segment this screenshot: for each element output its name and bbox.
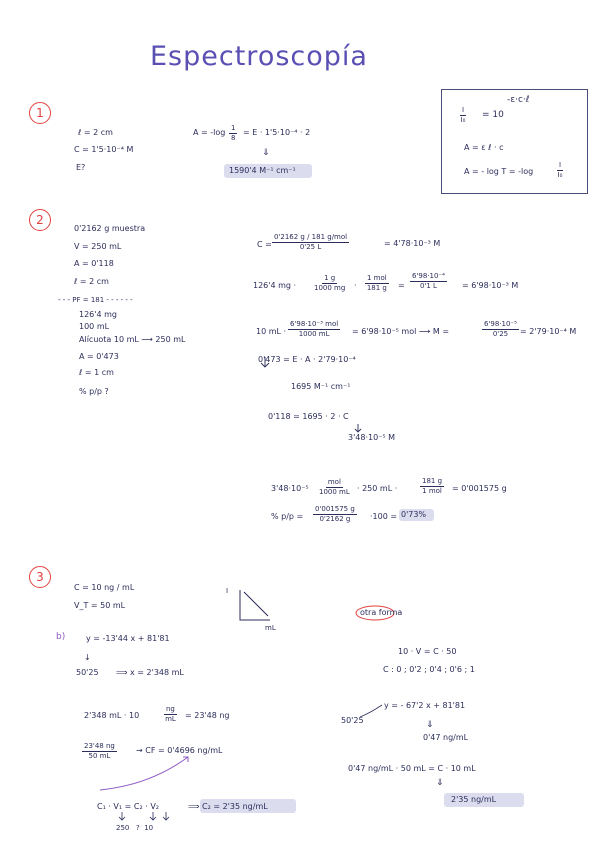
unknown-e: E? bbox=[76, 163, 86, 172]
numerator: 1 mol bbox=[367, 274, 387, 282]
numerator: 1 g bbox=[324, 274, 336, 282]
eq1-fraction bbox=[272, 233, 349, 252]
numerator: 6'98·10⁻³ mol bbox=[290, 320, 339, 328]
alt-signal: 50'25 bbox=[341, 716, 364, 725]
dilution-values: 250 ? 10 bbox=[116, 824, 154, 832]
numerator: I bbox=[559, 161, 562, 169]
eq2-fraction-2 bbox=[365, 274, 389, 293]
denominator: 0'25 bbox=[492, 330, 509, 338]
eq3-fraction bbox=[288, 320, 340, 339]
eq6-fraction-2 bbox=[420, 477, 444, 496]
denominator: 50 mL bbox=[88, 752, 111, 760]
numerator: 0'001575 g bbox=[315, 505, 355, 513]
eq-fraction bbox=[229, 124, 237, 143]
formula-exponent: -ε·c·ℓ bbox=[507, 95, 530, 105]
section-number-1: 1 bbox=[29, 102, 51, 124]
eq1-post: = 4'78·10⁻³ M bbox=[384, 239, 441, 248]
equals: = bbox=[398, 281, 405, 290]
eq3-mid: = 6'98·10⁻⁵ mol ⟶ M = bbox=[352, 327, 450, 336]
denominator: I₀ bbox=[557, 171, 563, 179]
conc-mg: 126'4 mg bbox=[79, 310, 117, 319]
eq1-pre: C = bbox=[257, 240, 272, 249]
cf-fraction bbox=[82, 742, 117, 761]
numerator: 23'48 ng bbox=[84, 742, 115, 750]
denominator: 181 g bbox=[366, 284, 387, 292]
eq6-pre: 3'48·10⁻⁵ bbox=[271, 484, 309, 493]
path-length: ℓ = 2 cm bbox=[78, 128, 113, 137]
part-b-label: b) bbox=[56, 632, 66, 642]
numerator: 0'2162 g / 181 g/mol bbox=[274, 233, 348, 241]
alt-regression: y = - 67'2 x + 81'81 bbox=[384, 701, 466, 710]
numerator: ng bbox=[166, 705, 175, 713]
arrow-down-icon bbox=[355, 424, 361, 432]
denominator: 0'25 L bbox=[299, 243, 322, 251]
eq3-post: = 2'79·10⁻⁴ M bbox=[520, 327, 577, 336]
arrow-down-icons bbox=[119, 812, 169, 820]
denominator: 1000 mL bbox=[298, 330, 330, 338]
regression-eq: y = -13'44 x + 81'81 bbox=[86, 634, 170, 643]
mass-eq-fraction bbox=[164, 705, 177, 724]
eq2-post: = 6'98·10⁻³ M bbox=[462, 281, 519, 290]
eq5-result: 3'48·10⁻⁵ M bbox=[348, 433, 396, 442]
formula-rhs: = 10 bbox=[482, 110, 504, 120]
denominator: 1000 mg bbox=[314, 284, 346, 292]
eq-post: = E · 1'5·10⁻⁴ · 2 bbox=[243, 128, 311, 137]
cf-result: → CF = 0'4696 ng/mL bbox=[136, 746, 223, 755]
dilution-eq: C₁ · V₁ = C₂ · V₂ bbox=[97, 802, 159, 811]
arrow-down-icon: ⇓ bbox=[436, 778, 444, 788]
c2-result: ⟹ C₂ = 2'35 ng/mL bbox=[188, 802, 268, 811]
formula-absorbance: A = - log T = -log bbox=[464, 167, 534, 176]
denominator: 1 mol bbox=[422, 487, 442, 495]
graph-y-label: I bbox=[226, 587, 229, 595]
eq6-fraction bbox=[319, 478, 350, 497]
eq2-fraction-1 bbox=[314, 274, 345, 293]
volume: V = 250 mL bbox=[74, 242, 122, 251]
page-title: Espectroscopía bbox=[150, 41, 368, 72]
denominator: mL bbox=[165, 715, 176, 723]
eq7-mid: ·100 = bbox=[370, 512, 398, 521]
eq4-result: 1695 M⁻¹ cm⁻¹ bbox=[291, 382, 351, 391]
eq6-post: = 0'001575 g bbox=[452, 484, 507, 493]
dot: · bbox=[354, 281, 357, 290]
numerator: 6'98·10⁻⁵ bbox=[484, 320, 517, 328]
formula-ratio bbox=[460, 106, 466, 125]
denominator: 0'2162 g bbox=[319, 515, 351, 523]
formula-ratio-2 bbox=[557, 161, 563, 180]
absorbance-2: A = 0'473 bbox=[79, 352, 119, 361]
eq6-mid: · 250 mL · bbox=[357, 484, 398, 493]
arrow-down-icon: ↓ bbox=[84, 653, 91, 662]
total-volume: V_T = 50 mL bbox=[74, 601, 126, 610]
signal-value: 50'25 bbox=[76, 668, 99, 677]
numerator: 1 bbox=[231, 124, 236, 132]
graph-x-label: mL bbox=[265, 624, 276, 632]
eq3-fraction-2 bbox=[482, 320, 519, 339]
otra-forma: otra forma bbox=[360, 608, 403, 617]
arrow-down-icon: ⇓ bbox=[262, 148, 270, 158]
calibration-graph bbox=[240, 590, 270, 620]
alt-result-1: 0'47 ng/mL bbox=[423, 733, 469, 742]
denominator: 0'1 L bbox=[419, 282, 437, 290]
section-number-2: 2 bbox=[29, 209, 51, 231]
denominator: 8 bbox=[231, 134, 236, 142]
pp-question: % p/p ? bbox=[79, 387, 109, 396]
eq-pre: A = -log bbox=[193, 128, 226, 137]
absorbance: A = 0'118 bbox=[74, 259, 114, 268]
mass-eq-pre: 2'348 mL · 10 bbox=[84, 711, 140, 720]
eq5: 0'118 = 1695 · 2 · C bbox=[268, 412, 349, 421]
arrow-down-icon: ⇓ bbox=[426, 720, 434, 730]
result-1: 1590'4 M⁻¹ cm⁻¹ bbox=[229, 166, 296, 175]
alt-result-2: 2'35 ng/mL bbox=[451, 795, 497, 804]
eq4: 0'473 = E · A · 2'79·10⁻⁴ bbox=[258, 355, 356, 364]
numerator: mol bbox=[327, 478, 341, 486]
result-2: 0'73% bbox=[401, 510, 427, 519]
formula-beer-lambert: A = ε ℓ · c bbox=[464, 143, 504, 152]
curved-arrow bbox=[100, 757, 188, 790]
numerator: I bbox=[462, 106, 465, 114]
denominator: I₀ bbox=[460, 116, 466, 124]
eq2-fraction-3 bbox=[410, 272, 447, 291]
alt-eq1: 10 · V = C · 50 bbox=[398, 647, 457, 656]
denominator: 1000 mL bbox=[319, 488, 350, 496]
alt-concentrations: C : 0 ; 0'2 ; 0'4 ; 0'6 ; 1 bbox=[383, 665, 475, 674]
numerator: 181 g bbox=[422, 477, 443, 485]
conc-ml: 100 mL bbox=[79, 322, 110, 331]
path-length-2: ℓ = 1 cm bbox=[79, 368, 114, 377]
concentration: C = 1'5·10⁻⁴ M bbox=[74, 145, 134, 154]
eq2-pre: 126'4 mg · bbox=[253, 281, 297, 290]
section-number-3: 3 bbox=[29, 566, 51, 588]
concentration: C = 10 ng / mL bbox=[74, 583, 135, 592]
alt-eq4: 0'47 ng/mL · 50 mL = C · 10 mL bbox=[348, 764, 476, 773]
x-result: ⟹ x = 2'348 mL bbox=[116, 668, 184, 677]
eq7-fraction bbox=[313, 505, 357, 524]
aliquot: Alícuota 10 mL ⟶ 250 mL bbox=[79, 335, 186, 344]
mass-eq-post: = 23'48 ng bbox=[185, 711, 230, 720]
numerator: 6'98·10⁻⁴ bbox=[412, 272, 445, 280]
path-length: ℓ = 2 cm bbox=[74, 277, 109, 286]
eq3-pre: 10 mL · bbox=[256, 327, 287, 336]
molecular-weight: - - - PF = 181 - - - - - - bbox=[58, 296, 133, 304]
sample-mass: 0'2162 g muestra bbox=[74, 224, 146, 233]
eq7-pre: % p/p = bbox=[271, 512, 304, 521]
